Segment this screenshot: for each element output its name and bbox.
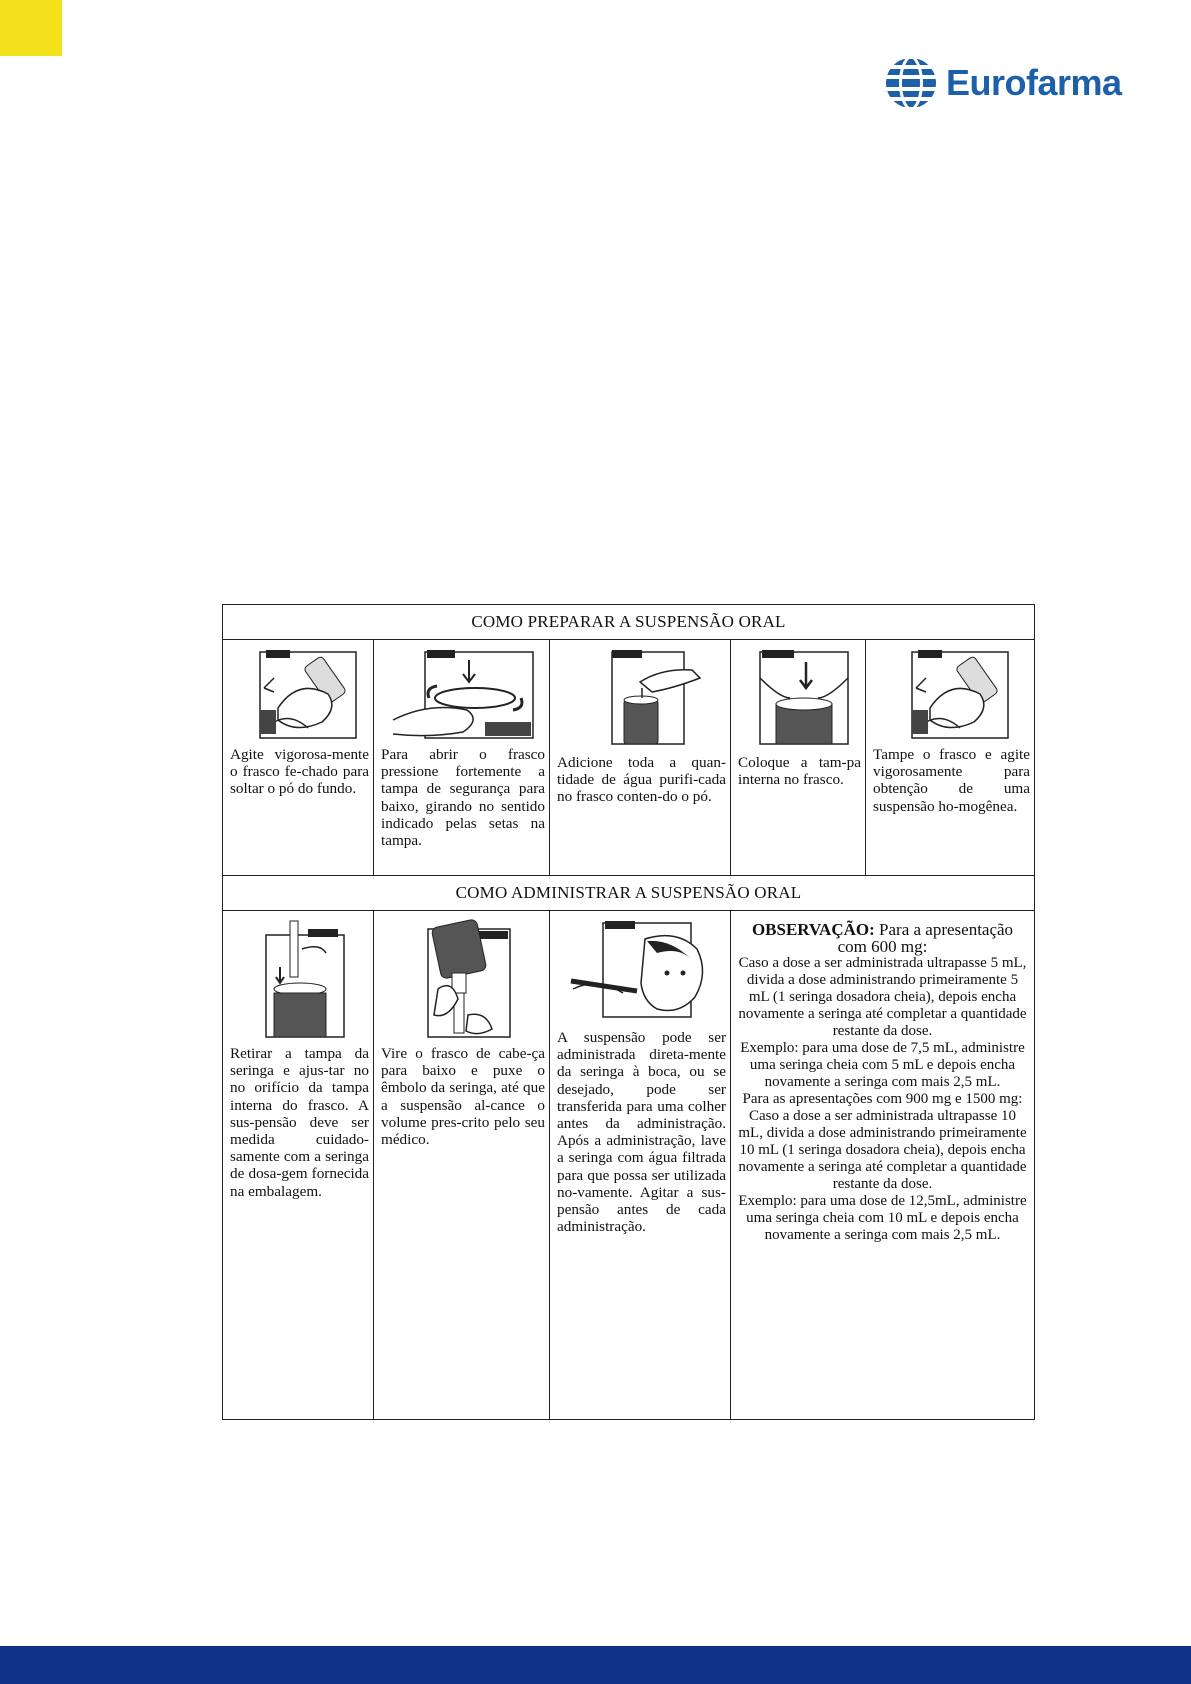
prepare-step-1 [223,640,374,876]
corner-color-mark [0,0,62,56]
brand-name: Eurofarma [946,62,1122,103]
instructions-table [222,604,1035,1420]
shake-bottle-illustration [238,648,362,740]
administer-step-2 [374,911,550,1420]
globe-icon [884,56,940,110]
administer-step-1-text: Retirar a tampa da seringa e ajus-tar no no orifício da tampa interna do frasco. A sus-pensão deve ser medida cuidado-samente com a seringa de dosa-gem fornecida na embalagem. [230,1045,369,1200]
observation-heading-rest: Para a apresentação com 600 mg: [837,920,1014,956]
eurofarma-logo [884,56,1122,110]
observation-heading [737,921,1028,955]
press-cap-illustration [389,648,537,740]
prepare-step-1-text: Agite vigorosa-mente o frasco fe-chado para soltar o pó do fundo. [230,746,369,798]
observation-paragraph-4: Caso a dose a ser administrada ultrapasse 10 mL, divida a dose administrando primeiramente 10 mL (1 seringa dosadora cheia), depois encha novamente a seringa até completar a quantidade restante da dose. [738,1108,1027,1192]
prepare-step-3-text: Adicione toda a quan-tidade de água purifi-cada no frasco conten-do o pó. [557,754,726,806]
administer-step-3-text: A suspensão pode ser administrada direta-mente da seringa à boca, ou se desejado, pode ser transferida para uma colher antes da administração. Após a administração, lave a seringa com água filtrada para que possa ser utilizada no-vamente. Agitar a sus-pensão antes de cada administração. [557,1029,726,1236]
syringe-cap-illustration [250,919,350,1039]
observation-paragraph-1: Caso a dose a ser administrada ultrapasse 5 mL, divida a dose administrando primeiramente 5 mL (1 seringa dosadora cheia), depois encha novamente a seringa até completar a quantidade restante da dose. [738,955,1027,1039]
footer-bar [0,1646,1191,1684]
prepare-step-4-text: Coloque a tam-pa interna no frasco. [738,754,861,789]
observation-note [731,911,1035,1420]
child-dose-illustration [567,919,717,1023]
administer-section-title: COMO ADMINISTRAR A SUSPENSÃO ORAL [223,876,1035,911]
prepare-step-2 [374,640,550,876]
observation-label: OBSERVAÇÃO: [751,920,875,939]
prepare-step-5 [866,640,1035,876]
insert-inner-cap-illustration [746,648,854,748]
prepare-step-5-text: Tampe o frasco e agite vigorosamente para obtenção de uma suspensão ho-mogênea. [873,746,1030,815]
administer-step-2-text: Vire o frasco de cabe-ça para baixo e puxe o êmbolo da seringa, até que a suspensão al-cance o volume pres-crito pelo seu médico. [381,1045,545,1149]
prepare-section-title: COMO PREPARAR A SUSPENSÃO ORAL [223,605,1035,640]
prepare-step-3 [550,640,731,876]
observation-paragraph-2: Exemplo: para uma dose de 7,5 mL, administre uma seringa cheia com 5 mL e depois encha novamente a seringa com mais 2,5 mL. [740,1040,1025,1090]
prepare-step-2-text: Para abrir o frasco pressione fortemente a tampa de segurança para baixo, girando no sentido indicado pelas setas na tampa. [381,746,545,850]
observation-paragraph-5: Exemplo: para uma dose de 12,5mL, administre uma seringa cheia com 10 mL e depois encha novamente a seringa com mais 2,5 mL. [738,1193,1027,1243]
prepare-step-4 [731,640,866,876]
observation-paragraph-3: Para as apresentações com 900 mg e 1500 mg: [742,1091,1023,1107]
administer-step-1 [223,911,374,1420]
add-water-illustration [582,648,702,748]
invert-bottle-illustration [408,919,518,1039]
administer-step-3 [550,911,731,1420]
shake-closed-bottle-illustration [890,648,1014,740]
